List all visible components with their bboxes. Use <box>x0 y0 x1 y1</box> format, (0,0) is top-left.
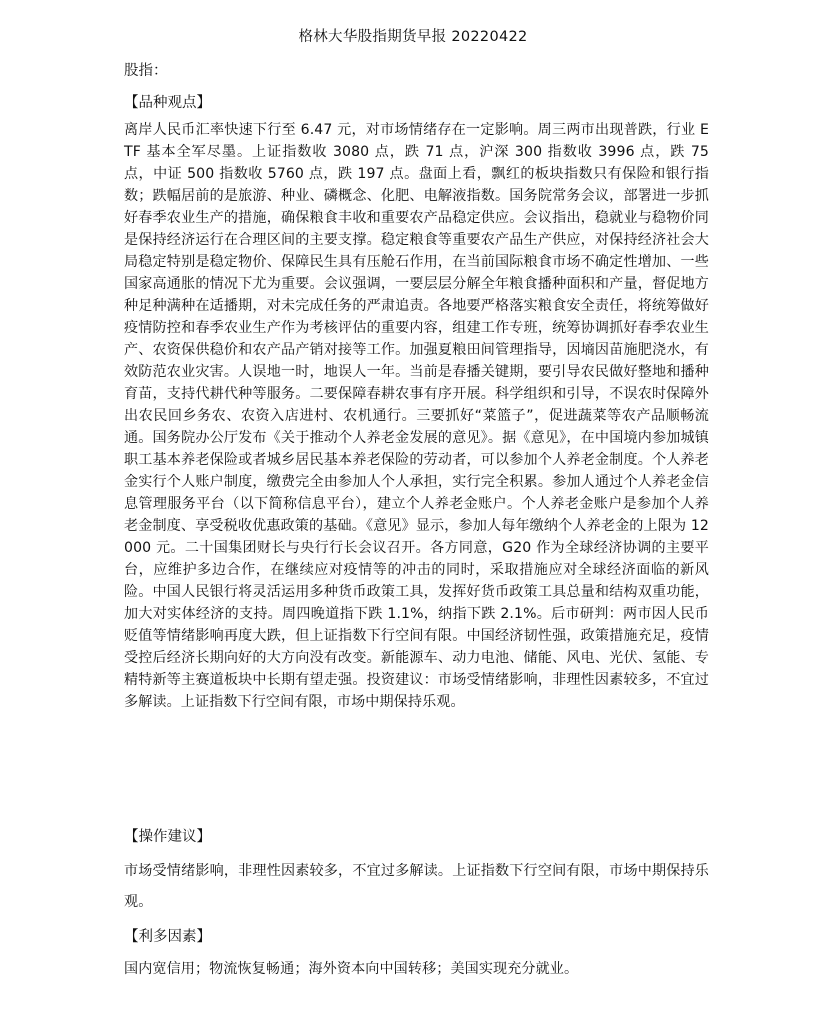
section-heading-views: 【品种观点】 <box>124 95 211 111</box>
section-heading-operation: 【操作建议】 <box>124 829 211 845</box>
category-label: 股指： <box>124 63 168 79</box>
section-body-bullish-factors: 国内宽信用；物流恢复畅通；海外资本向中国转移；美国实现充分就业。 <box>124 961 579 977</box>
document-title: 格林大华股指期货早报 20220422 <box>298 29 528 45</box>
section-body-views: 离岸人民币汇率快速下行至 6.47 元，对市场情绪存在一定影响。周三两市出现普跌，行业 ETF 基本全军尽墨。上证指数收 3080 点，跌 71 点，沪深 300 指数收 3996 点，跌 75 点，中证 500 指数收 5760 点，跌 197 点。盘面上看，飘红的板块指数只有保险和银行指数；跌幅居前的是旅游、种业、磷概念、化肥、电解液指数。国务院常务会议，部署进一步抓好春季农业生产的措施，确保粮食丰收和重要农产品稳定供应。会议指出，稳就业与稳物价同是保持经济运行在合理区间的主要支撑。稳定粮食等重要农产品生产供应，对保持经济社会大局稳定特别是稳定物价、保障民生具有压舱石作用，在当前国际粮食市场不确定性增加、一些国家高通胀的情况下尤为重要。会议强调，一要层层分解全年粮食播种面积和产量，督促地方种足种满种在适播期，对未完成任务的严肃追责。各地要严格落实粮食安全责任，将统筹做好疫情防控和春季农业生产作为考核评估的重要内容，组建工作专班，统筹协调抓好春季农业生产、农资保供稳价和农产品产销对接等工作。加强夏粮田间管理指导，因墒因苗施肥浇水，有效防范农业灾害。人误地一时，地误人一年。当前是春播关键期，要引导农民做好整地和播种育苗，支持代耕代种等服务。二要保障春耕农事有序开展。科学组织和引导，不误农时保障外出农民回乡务农、农资入店进村、农机通行。三要抓好“菜篮子”，促进蔬菜等农产品顺畅流通。国务院办公厅发布《关于推动个人养老金发展的意见》。据《意见》，在中国境内参加城镇职工基本养老保险或者城乡居民基本养老保险的劳动者，可以参加个人养老金制度。个人养老金实行个人账户制度，缴费完全由参加人个人承担，实行完全积累。参加人通过个人养老金信息管理服务平台（以下简称信息平台），建立个人养老金账户。个人养老金账户是参加个人养老金制度、享受税收优惠政策的基础。《意见》显示，参加人每年缴纳个人养老金的上限为 12000 元。二十国集团财长与央行行长会议召开。各方同意，G20 作为全球经济协调的主要平台，应维护多边合作，在继续应对疫情等的冲击的同时，采取措施应对全球经济面临的新风险。中国人民银行将灵活运用多种货币政策工具，发挥好货币政策工具总量和结构双重功能，加大对实体经济的支持。周四晚道指下跌 1.1%，纳指下跌 2.1%。后市研判：两市因人民币贬值等情绪影响再度大跌，但上证指数下行空间有限。中国经济韧性强，政策措施充足，疫情受控后经济长期向好的大方向没有改变。新能源车、动力电池、储能、风电、光伏、氢能、专精特新等主赛道板块中长期有望走强。投资建议：市场受情绪影响，非理性因素较多，不宜过多解读。上证指数下行空间有限，市场中期保持乐观。 <box>124 122 709 710</box>
section-body-operation: 市场受情绪影响，非理性因素较多，不宜过多解读。上证指数下行空间有限，市场中期保持乐观。 <box>124 863 709 910</box>
section-heading-bullish-factors: 【利多因素】 <box>124 929 211 945</box>
